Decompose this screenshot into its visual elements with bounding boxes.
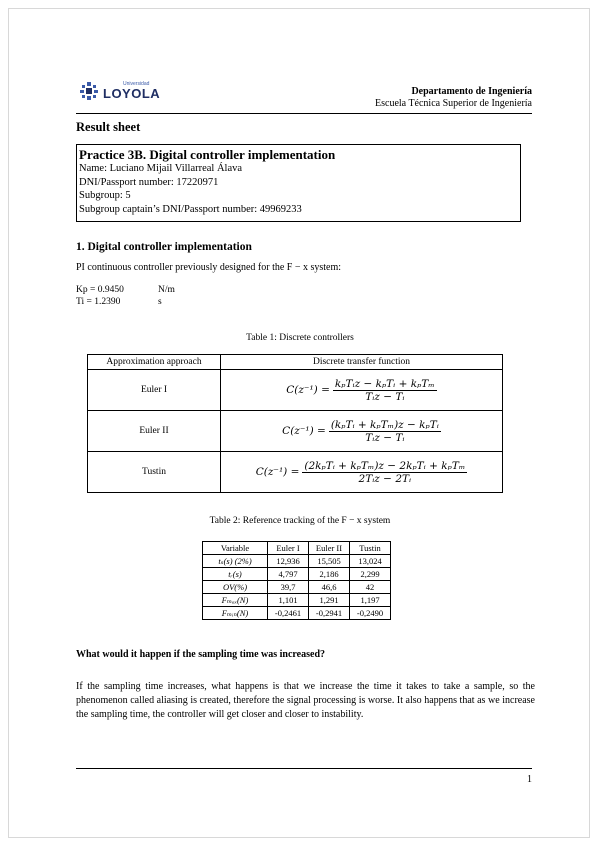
column-header: Euler I (268, 542, 309, 555)
table-row (203, 581, 391, 594)
column-header: Euler II (309, 542, 350, 555)
transfer-function-cell (221, 370, 503, 411)
table-row (203, 568, 391, 581)
parameter-value: Ti = 1.2390 (76, 297, 121, 307)
transfer-function-cell (221, 411, 503, 452)
value-cell: 39,7 (268, 581, 309, 594)
formula-denominator: Tᵢz − Tᵢ (365, 390, 405, 403)
student-info-box (76, 144, 521, 222)
value-cell: 1,101 (268, 594, 309, 607)
captain-dni: Subgroup captain’s DNI/Passport number: 49969233 (79, 204, 302, 216)
value-cell: 1,291 (309, 594, 350, 607)
department-name: Departamento de Ingeniería (411, 86, 532, 97)
value-cell: 1,197 (350, 594, 391, 607)
value-cell: -0,2941 (309, 607, 350, 620)
student-name: Name: Luciano Mijail Villarreal Álava (79, 163, 243, 174)
approach-cell: Euler I (88, 370, 221, 411)
value-cell: 42 (350, 581, 391, 594)
table-row (203, 607, 391, 620)
table2-caption: Table 2: Reference tracking of the F − x system (209, 516, 391, 526)
loyola-emblem-icon (80, 82, 98, 100)
value-cell: 13,024 (350, 555, 391, 568)
transfer-function-cell (221, 452, 503, 493)
formula-denominator: Tᵢz − Tᵢ (365, 431, 405, 444)
table-row (203, 555, 391, 568)
value-cell: -0,2490 (350, 607, 391, 620)
formula-numerator: (2kₚTᵢ + kₚTₘ)z − 2kₚTᵢ + kₚTₘ (304, 459, 466, 472)
student-dni: DNI/Passport number: 17220971 (79, 176, 219, 188)
formula-lhs: C(z⁻¹) = (286, 384, 330, 396)
reference-tracking-table (202, 541, 391, 620)
parameter-value: Kp = 0.9450 (76, 285, 124, 295)
column-header: Variable (203, 542, 268, 555)
value-cell: 15,505 (309, 555, 350, 568)
header-divider (76, 113, 532, 114)
formula-numerator: kₚTᵢz − kₚTᵢ + kₚTₘ (334, 377, 435, 390)
formula-numerator: (kₚTᵢ + kₚTₘ)z − kₚTᵢ (330, 418, 439, 431)
variable-cell: OV(%) (203, 581, 268, 594)
practice-title: Practice 3B. Digital controller implementation (79, 147, 336, 162)
variable-cell: tₛ(s) (2%) (203, 555, 268, 568)
section-title: 1. Digital controller implementation (76, 241, 252, 253)
footer-divider (76, 768, 532, 769)
sheet-title: Result sheet (76, 120, 141, 134)
column-header: Tustin (350, 542, 391, 555)
department-header (375, 86, 532, 110)
formula-lhs: C(z⁻¹) = (282, 425, 326, 437)
school-name: Escuela Técnica Superior de Ingeniería (375, 98, 532, 109)
column-header: Approximation approach (88, 355, 221, 370)
variable-cell: Fₘᵢₙ(N) (203, 607, 268, 620)
logo-small-text: Universidad (123, 81, 150, 87)
variable-cell: tᵣ(s) (203, 568, 268, 581)
subgroup: Subgroup: 5 (79, 190, 131, 202)
table-header-row (88, 355, 503, 370)
table-row (88, 452, 503, 493)
approach-cell: Euler II (88, 411, 221, 452)
column-header: Discrete transfer function (221, 355, 503, 370)
table-row (88, 411, 503, 452)
controller-parameters (76, 284, 175, 308)
parameter-unit: N/m (158, 285, 175, 295)
value-cell: -0,2461 (268, 607, 309, 620)
value-cell: 46,6 (309, 581, 350, 594)
variable-cell: Fₘₐₓ(N) (203, 594, 268, 607)
parameter-row (76, 284, 175, 296)
value-cell: 4,797 (268, 568, 309, 581)
table1-caption: Table 1: Discrete controllers (246, 333, 354, 343)
table-row (203, 594, 391, 607)
discrete-controllers-table (87, 354, 503, 493)
value-cell: 12,936 (268, 555, 309, 568)
parameter-unit: s (158, 297, 162, 307)
value-cell: 2,186 (309, 568, 350, 581)
value-cell: 2,299 (350, 568, 391, 581)
answer-paragraph: If the sampling time increases, what happens is that we increase the time it takes to take a sample, so the phenomenon called aliasing is created, therefore the signal processing is worse. It also happens that as we increase the sampling time, the controller will get closer and closer to instability. (76, 681, 535, 720)
logo-wordmark: LOYOLA (103, 86, 161, 101)
formula-denominator: 2Tᵢz − 2Tᵢ (358, 472, 412, 485)
section-intro: PI continuous controller previously designed for the F − x system: (76, 262, 342, 273)
page-number: 1 (527, 774, 532, 785)
parameter-row (76, 296, 175, 308)
table-row (88, 370, 503, 411)
university-logo (80, 82, 160, 100)
formula-lhs: C(z⁻¹) = (255, 466, 300, 478)
question-heading: What would it happen if the sampling time was increased? (76, 649, 326, 660)
table-header-row (203, 542, 391, 555)
approach-cell: Tustin (88, 452, 221, 493)
